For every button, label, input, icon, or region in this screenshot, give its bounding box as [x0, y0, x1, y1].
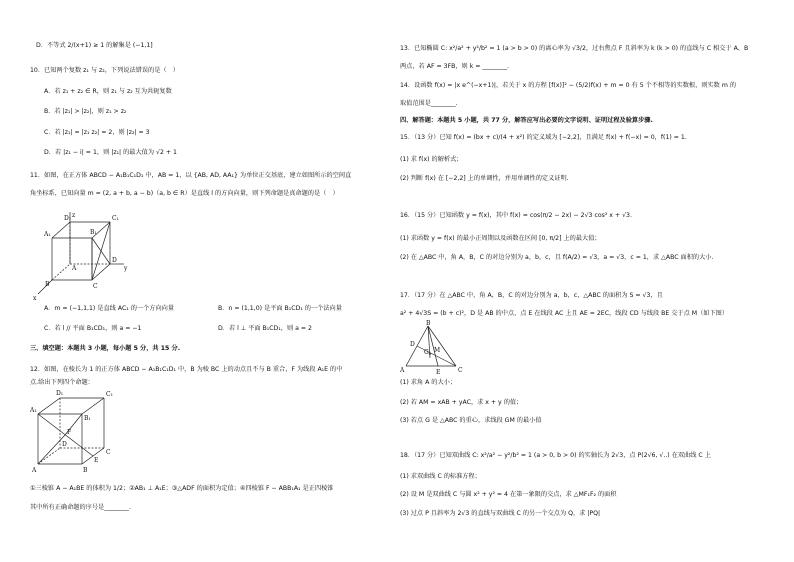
label-tri-e: E [436, 369, 441, 376]
axis-x-label: x [33, 295, 37, 302]
cube-axes-figure [30, 210, 130, 302]
q11-stem-2: 角坐标系，已知向量 m = (2, a + b, a − b)（a, b ∈ R）是直线 l 的方向向量，则下列命题是真命题的是（ ） [30, 190, 339, 197]
q17-part-1: (1) 求角 A 的大小； [400, 379, 457, 386]
q11-option-d: D．若 l ⊥ 平面 B₁CD₁，则 a = 2 [218, 325, 312, 332]
label-q12-e: E [94, 457, 99, 464]
label-q12-d1: D₁ [56, 390, 64, 397]
q10-option-a: A．若 z₁ + z₂ ∈ R，则 z₁ 与 z₂ 互为共轭复数 [44, 88, 172, 95]
q12-statements: ①三棱锥 A − A₁BE 的体积为 1/2；②AB₁ ⊥ A₁E；③△ADF 的面积为定值；④四棱锥 F − ABB₁A₁ 是正四棱锥 [30, 485, 334, 492]
label-q12-a: A [32, 467, 37, 474]
q17-part-2: (2) 若 AM = xAB + yAC，求 x + y 的值； [400, 399, 523, 406]
label-b: B [45, 281, 50, 288]
label-q12-d: D [62, 441, 67, 448]
label-q12-b: B [83, 467, 88, 474]
label-a: A [72, 265, 77, 272]
label-tri-a: A [400, 367, 405, 374]
axis-z-label: z [72, 212, 76, 219]
q14-line-1: 14．设函数 f(x) = |x e^(−x+1)|，若关于 x 的方程 [f(x)]² − (5/2)f(x) + m = 0 有 5 个不相等的实数根，则实数 m 的 [400, 82, 737, 89]
q18-part-3: (3) 过点 P 且斜率为 2√3 的直线与双曲线 C 的另一个交点为 Q，求 |PQ| [400, 510, 601, 517]
label-q12-c1: C₁ [106, 391, 113, 398]
q18-part-2: (2) 设 M 是双曲线 C 与圆 x² + y² = 4 在第一象限的交点，求 △MF₁F₂ 的面积 [400, 491, 617, 498]
q10-option-c: C．若 |z₁| = |z₁ z₂| = 2，则 |z₂| = 3 [44, 129, 150, 136]
label-tri-g: G [424, 349, 429, 356]
q16-part-2: (2) 在 △ABC 中，角 A，B，C 的对边分别为 a，b，c，且 f(A/2) = √3，a = √3，c = 1，求 △ABC 面积的大小. [400, 254, 714, 261]
label-c: C [93, 283, 98, 290]
label-tri-d: D [410, 341, 415, 348]
q14-line-2: 取值范围是________. [400, 100, 458, 107]
q17-line-2: a² + 4√3S = (b + c)²，D 是 AB 的中点，点 E 在线段 AC 上且 AE = 2EC，线段 CD 与线段 BE 交于点 M（如下图） [400, 310, 729, 317]
q10-stem: 10．已知两个复数 z₁ 与 z₂，下列说法错误的是（ ） [30, 67, 179, 74]
label-tri-m: M [434, 347, 441, 354]
q17-part-3: (3) 若点 G 是 △ABC 的重心，求线段 GM 的最小值 [400, 417, 542, 424]
q12-stem-1: 12．如图，在棱长为 1 的正方体 ABCD − A₁B₁C₁D₁ 中，B 为棱 BC 上的动点且不与 B 重合，F 为线段 A₁E 的中 [30, 366, 343, 373]
label-d1: D₁ [64, 215, 72, 222]
q15-part-2: (2) 判断 f(x) 在 [−2,2] 上的单调性，并用单调性的定义证明. [400, 175, 569, 182]
right-column [400, 0, 772, 562]
q12-stem-2: 点.给出下列四个命题： [30, 379, 94, 386]
label-q12-c: C [106, 449, 111, 456]
label-q12-a1: A₁ [30, 407, 37, 414]
q10-option-d: D．若 |z₁ − i| = 1，则 |z₁| 的最大值为 √2 + 1 [44, 149, 177, 156]
label-q12-f: F [67, 429, 72, 436]
label-a1: A₁ [44, 231, 51, 238]
q11-stem-1: 11．如图，在正方体 ABCD − A₁B₁C₁D₁ 中，AB = 1，以 {AB, AD, AA₁} 为单位正交基底，建立如图所示的空间直 [30, 172, 352, 179]
q16-line-1: 16．（15 分）已知函数 y = f(x)，其中 f(x) = cos(π/2 − 2x) − 2√3 cos² x + √3. [400, 212, 632, 219]
point-g [429, 353, 431, 355]
section-3-heading: 三、填空题：本题共 3 小题，每小题 5 分，共 15 分. [30, 345, 181, 352]
section-4-heading: 四、解答题：本题共 5 小题，共 77 分，解答应写出必要的文字说明、证明过程及验算步骤. [400, 117, 653, 124]
label-d: D [112, 257, 117, 264]
q17-line-1: 17．（17 分）在 △ABC 中，角 A，B，C 的对边分别为 a，b，c，△ABC 的面积为 S = √3，且 [400, 292, 663, 299]
q11-option-b: B．n = (1,1,0) 是平面 B₁CD₁ 的一个法向量 [218, 305, 342, 312]
label-b1: B₁ [90, 229, 97, 236]
q18-part-1: (1) 求双曲线 C 的标准方程； [400, 473, 481, 480]
q13-line-1: 13．已知椭圆 C: x²/a² + y²/b² = 1 (a > b > 0) 的离心率为 √3/2，过右焦点 F 且斜率为 k (k > 0) 的直线与 C 相交于 A、B [400, 45, 749, 52]
q15-part-1: (1) 求 f(x) 的解析式； [400, 156, 463, 163]
left-column [30, 0, 402, 562]
axis-y-label: y [124, 265, 128, 272]
q18-line-1: 18．（17 分）已知双曲线 C: x²/a² − y²/b² = 1 (a > 0, b > 0) 的实轴长为 2√3，点 P(2√6, √..) 在双曲线 C 上 [400, 452, 711, 459]
q12-answer-line: 其中所有正确命题的序号是________. [30, 504, 131, 511]
q9-option-d: D．不等式 2/(x+1) ≥ 1 的解集是 (−1,1] [36, 42, 153, 49]
q10-option-b: B．若 |z₁| > |z₂|，则 z₁ > z₂ [44, 108, 127, 115]
q15-line-1: 15．（13 分）已知 f(x) = (bx + c)/(4 + x²) 的定义域为 [−2,2]，且满足 f(x) + f(−x) = 0，f(1) = 1. [400, 134, 687, 141]
q16-part-1: (1) 求函数 y = f(x) 的最小正周期以及函数在区间 [0, π/2] 上的最大值； [400, 235, 601, 242]
label-tri-c: C [458, 367, 463, 374]
q11-option-c: C．若 l // 平面 B₁CD₁，则 a = −1 [44, 325, 142, 332]
q13-line-2: 两点，若 AF = 3FB，则 k = ________. [400, 63, 510, 70]
label-tri-b: B [426, 320, 431, 327]
label-c1: C₁ [112, 215, 119, 222]
triangle-figure [400, 320, 480, 376]
label-q12-b1: B₁ [84, 415, 91, 422]
cube-q12-figure [30, 388, 120, 476]
q11-option-a: A．m = (−1,1,1) 是直线 AC₁ 的一个方向向量 [44, 305, 175, 312]
